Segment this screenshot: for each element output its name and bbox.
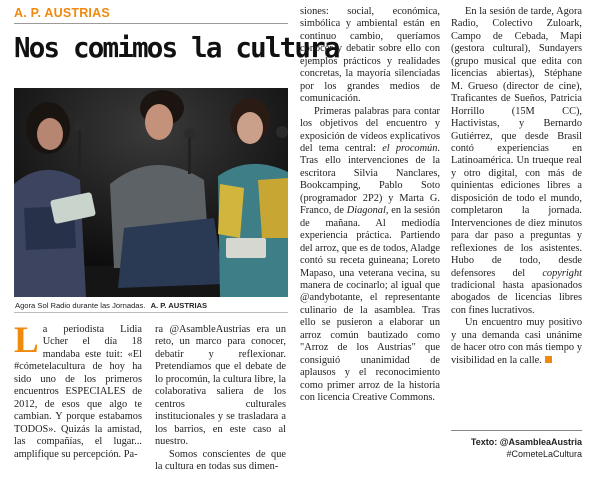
end-mark-icon bbox=[545, 356, 552, 363]
photo-caption bbox=[15, 301, 207, 310]
paragraph-text: Somos conscientes de que la cultura en todas sus dimen- bbox=[155, 448, 286, 472]
paragraph bbox=[451, 6, 582, 317]
article-column-2 bbox=[155, 324, 286, 473]
photo-caption-text: Agora Sol Radio durante las Jornadas. bbox=[15, 301, 146, 310]
author-credit bbox=[451, 436, 582, 460]
paragraph-text: siones: social, económica, simbólica y ambiental están en continuo cambio, queríamos conocer y debatir sobre ello con ejemplos prácticos y realidades concretas, la mayoría silenciadas por los grandes medios de comunicación. bbox=[300, 6, 440, 105]
author-label: Texto: @AsambleaAustria bbox=[470, 437, 582, 447]
emphasis-text: copyright bbox=[542, 267, 582, 279]
paragraph bbox=[451, 317, 582, 367]
photo-credit: A. P. AUSTRIAS bbox=[150, 301, 208, 310]
paragraph-text: . Tras ello intervenciones de la escritora Silvia Nanclares, Bookcamping, Pablo Soto (programador 2P2) y Marta G. Franco, de bbox=[300, 142, 440, 217]
credit-divider bbox=[451, 430, 582, 431]
caption-divider bbox=[14, 312, 288, 313]
paragraph-text: En la sesión de tarde, Agora Radio, Colectivo Zuloark, Campo de Cebada, Mapi (gestora cultural), Sundayers (grupo musical que edita con licencias abiertas), Stéphane M. Grueso (director de cine), Traficantes de Sueños, Patricia Horrillo (15M CC), Hactivistas, y Bernardo Gutiérrez, que desde Brasil contó experiencias en Latinoamérica. Un trueque real y otro digital, con más de quinientas ediciones libres a disposición de todo el mundo, completaron la jornada. Intervenciones de diez minutos para dar paso a preguntas y reflexiones de los asistentes. Hubo de todo, desde defensores del bbox=[451, 6, 582, 279]
kicker-divider bbox=[14, 23, 288, 24]
section-kicker: A. P. AUSTRIAS bbox=[14, 6, 110, 20]
emphasis-text: Diagonal bbox=[346, 205, 386, 217]
paragraph-text: a periodista Lidia Ucher el día 18 mandaba este tuit: «El #cómetelacultura de hoy ha sido uno de los primeros encuentros ESPECIALES de 2012, de esos que algo te cambian. Y porque estabamos TODOS». Quizás la amistad, las compañías, el lugar... amplifique su percepción. Pa- bbox=[14, 324, 142, 460]
article-headline: Nos comimos la cultura bbox=[14, 32, 339, 64]
paragraph-text: tradicional hasta apasionados abogados de licencias libres con fines lucrativos. bbox=[451, 279, 582, 316]
emphasis-text: el procomún bbox=[382, 142, 438, 154]
paragraph bbox=[300, 106, 440, 405]
paragraph-text: Primeras palabras para contar los objetivos del encuentro y exposición de vídeos explicativos del tema central: bbox=[300, 105, 440, 154]
article-photo bbox=[14, 88, 288, 297]
paragraph-text: Un encuentro muy positivo y una demanda casi unánime de hacer otro con más tiempo y visibilidad en la calle. bbox=[451, 317, 582, 366]
article-column-4 bbox=[451, 6, 582, 367]
author-hashtag: #CometeLaCultura bbox=[506, 449, 582, 459]
paragraph-text: ra @AsambleAustrias era un reto, un marco para conocer, debatir y reflexionar. Pretendíamos que el debate de lo procomún, la cultura libre, la colaborativa saliera de los centros culturales institucionales y se trasladara a los barrios, en este caso al nuestro. bbox=[155, 324, 286, 448]
article-column-1 bbox=[14, 320, 142, 461]
paragraph-text: , en la sesión de mañana. Al mediodía experiencia práctica. Partiendo del arroz, que es de todos, Aladge contó su receta guineana; Loreto Mapaso, una veterana vecina, su manera de cocinarlo; al igual que @andybotante, el representante culinario de la asamblea. Tras ello se pusieron a elaborar un arroz común bautizado como "Arroz de los Austrias" que consiguió unanimidad de aplausos y el reconocimiento como primer arroz de la historia con licencia Creative Commons. bbox=[300, 205, 440, 404]
drop-cap: L bbox=[14, 320, 39, 361]
article-column-3 bbox=[300, 6, 440, 405]
